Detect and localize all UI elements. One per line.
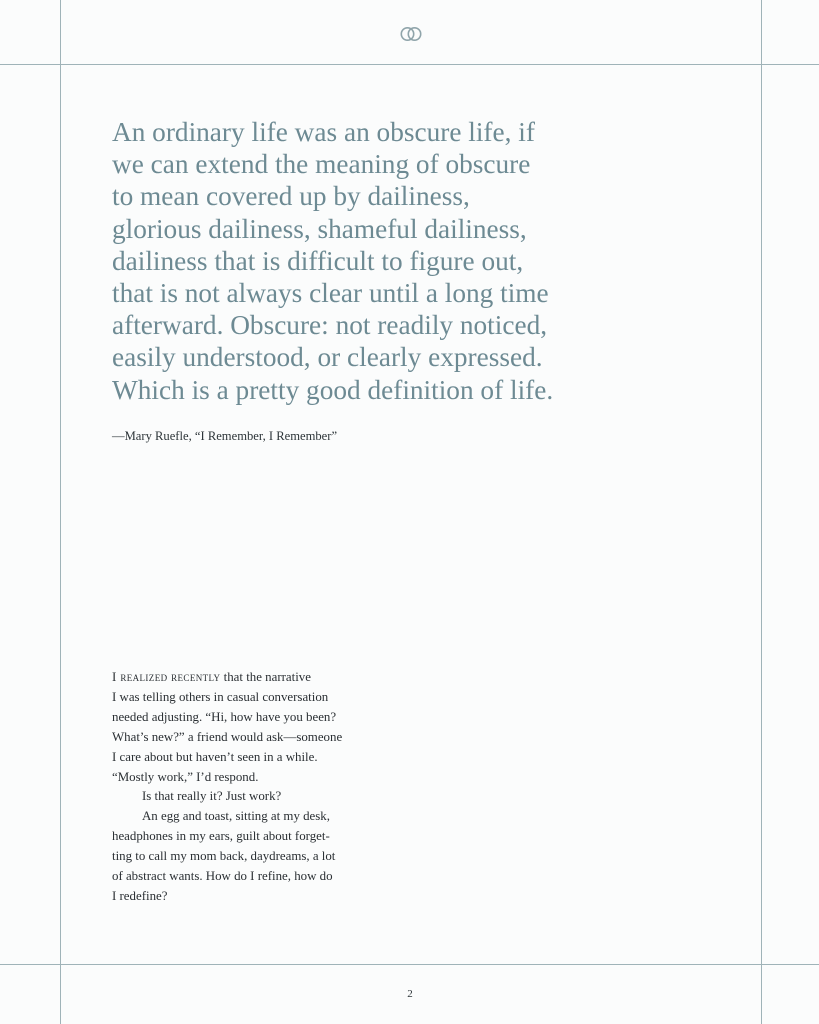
bottom-margin-rule bbox=[0, 964, 819, 965]
top-margin-rule bbox=[0, 64, 819, 65]
left-margin-rule bbox=[60, 0, 61, 1024]
page-number: 2 bbox=[407, 988, 413, 1000]
quote-line: we can extend the meaning of obscure bbox=[112, 149, 531, 180]
body-line: “Mostly work,” I’d respond. bbox=[112, 769, 259, 784]
body-line: An egg and toast, sitting at my desk, bbox=[142, 809, 330, 824]
body-line: needed adjusting. “Hi, how have you been? bbox=[112, 709, 337, 724]
body-line: I redefine? bbox=[112, 888, 168, 903]
quote-line: Which is a pretty good definition of life. bbox=[112, 374, 554, 405]
quote-line: that is not always clear until a long time bbox=[112, 278, 549, 309]
quote-line: dailiness that is difficult to figure out, bbox=[112, 245, 524, 276]
quote-line: to mean covered up by dailiness, bbox=[112, 181, 470, 212]
body-first-line bbox=[112, 668, 412, 688]
quote-attribution: —Mary Ruefle, “I Remember, I Remember” bbox=[112, 429, 338, 443]
quote-line: glorious dailiness, shameful dailiness, bbox=[112, 213, 527, 244]
body-line: Is that really it? Just work? bbox=[142, 789, 282, 804]
body-line: I was telling others in casual conversation bbox=[112, 689, 329, 704]
body-line: I care about but haven’t seen in a while. bbox=[112, 749, 318, 764]
epigraph-quote bbox=[112, 116, 632, 406]
body-line: ting to call my mom back, daydreams, a lot bbox=[112, 849, 336, 864]
lead-in-small-caps: I realized recently bbox=[112, 670, 221, 684]
body-line: headphones in my ears, guilt about forget- bbox=[112, 829, 330, 844]
quote-line: An ordinary life was an obscure life, if bbox=[112, 117, 535, 147]
body-first-line-rest: that the narrative bbox=[220, 670, 311, 684]
body-line: of abstract wants. How do I refine, how do bbox=[112, 869, 333, 884]
interlocking-rings-icon bbox=[397, 24, 425, 44]
right-margin-rule bbox=[761, 0, 762, 1024]
quote-line: easily understood, or clearly expressed. bbox=[112, 342, 543, 373]
body-paragraphs bbox=[112, 668, 412, 907]
quote-line: afterward. Obscure: not readily noticed, bbox=[112, 310, 548, 341]
body-line: What’s new?” a friend would ask—someone bbox=[112, 729, 343, 744]
